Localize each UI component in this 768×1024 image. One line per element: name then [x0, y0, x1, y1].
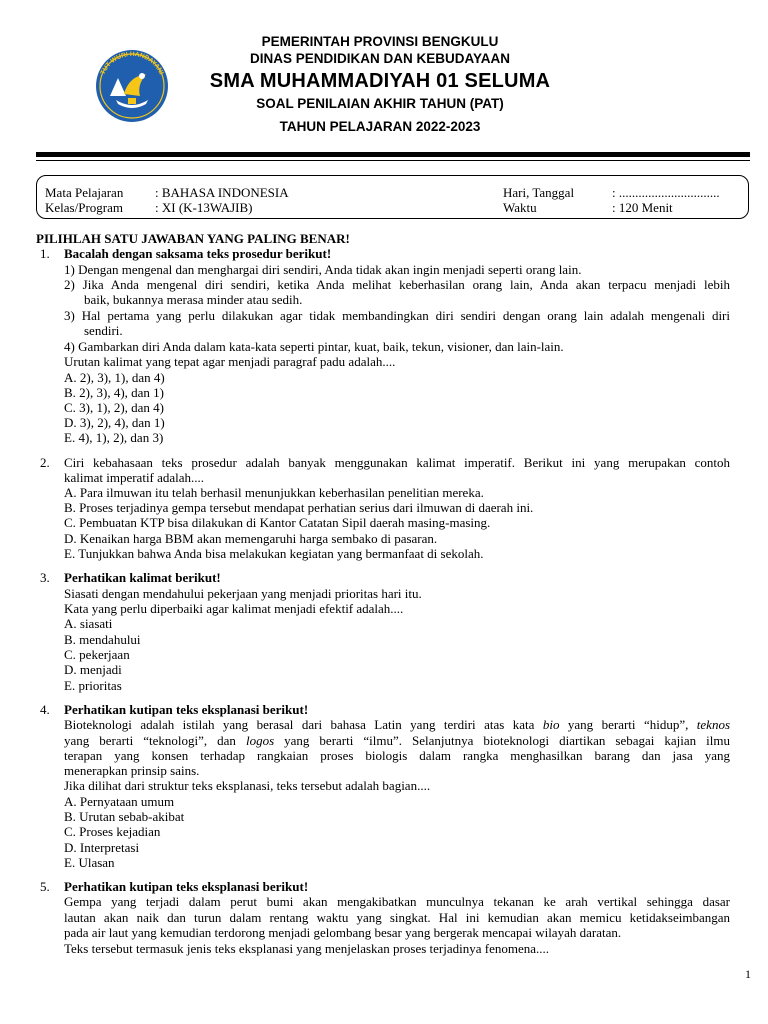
q2-option-d: D. Kenaikan harga BBM akan memengaruhi harga sembako di pasaran. — [64, 531, 438, 546]
q5-title: Perhatikan kutipan teks eksplanasi berikut! — [64, 879, 309, 894]
svg-text:TUT WURI HANDAYANI: TUT WURI HANDAYANI — [99, 50, 165, 76]
q4-passage-line-4: menerapkan prinsip sains. — [64, 763, 200, 778]
q4-title: Perhatikan kutipan teks eksplanasi berikut! — [64, 702, 309, 717]
q4-passage-line-2: yang berarti “teknologi”, dan logos yang berarti “ilmu”. Selanjutnya bioteknologi diartikan sebagai kajian ilmu — [64, 733, 731, 748]
q4-option-a: A. Pernyataan umum — [64, 794, 175, 809]
q2-stem: Ciri kebahasaan teks prosedur adalah banyak menggunakan kalimat imperatif. Berikut ini yang merupakan contoh — [64, 455, 730, 470]
q2-number: 2. — [40, 455, 50, 470]
province-heading: PEMERINTAH PROVINSI BENGKULU — [261, 34, 499, 49]
q2-option-e: E. Tunjukkan bahwa Anda bisa melakukan kegiatan yang bermanfaat di sekolah. — [64, 546, 484, 561]
q4-number: 4. — [40, 702, 50, 717]
q4-option-c: C. Proses kejadian — [64, 824, 161, 839]
q1-option-d: D. 3), 2), 4), dan 1) — [64, 415, 165, 430]
date-label: Hari, Tanggal — [503, 185, 575, 200]
q5-passage-line-3: pada air laut yang kemudian terdorong menjadi gelombang besar yang bergerak mencapai wilayah daratan. — [64, 925, 622, 940]
date-value: : ............................... — [612, 185, 720, 200]
q1-sentence-3-cont: sendiri. — [84, 323, 123, 338]
q5-stem: Teks tersebut termasuk jenis teks eksplanasi yang menjelaskan proses terjadinya fenomena.... — [64, 941, 549, 956]
subject-value: : BAHASA INDONESIA — [155, 185, 289, 200]
q3-stem: Kata yang perlu diperbaiki agar kalimat menjadi efektif adalah.... — [64, 601, 404, 616]
q3-option-e: E. prioritas — [64, 678, 122, 693]
exam-title: SOAL PENILAIAN AKHIR TAHUN (PAT) — [256, 96, 504, 111]
q1-sentence-4: 4) Gambarkan diri Anda dalam kata-kata seperti pintar, kuat, baik, tekun, visioner, dan lain-lain. — [64, 339, 564, 354]
instruction-heading: PILIHLAH SATU JAWABAN YANG PALING BENAR! — [36, 231, 350, 246]
q1-option-c: C. 3), 1), 2), dan 4) — [64, 400, 165, 415]
q2-option-b: B. Proses terjadinya gempa tersebut mendapat perhatian serius dari ilmuwan di daerah ini. — [64, 500, 534, 515]
q5-passage-line-2: lautan akan naik dan turun dalam rentang waktu yang singkat. Hal ini kemudian akan memicu ketidakseimbangan — [64, 910, 730, 925]
q1-title: Bacalah dengan saksama teks prosedur berikut! — [64, 246, 332, 261]
q1-sentence-2-cont: baik, bukannya merasa minder atau sedih. — [84, 292, 303, 307]
q2-option-c: C. Pembuatan KTP bisa dilakukan di Kantor Catatan Sipil daerah masing-masing. — [64, 515, 491, 530]
header-divider-thick — [36, 152, 750, 157]
q4-option-b: B. Urutan sebab-akibat — [64, 809, 185, 824]
q5-number: 5. — [40, 879, 50, 894]
subject-label: Mata Pelajaran — [45, 185, 124, 200]
class-label: Kelas/Program — [45, 200, 123, 215]
q1-stem: Urutan kalimat yang tepat agar menjadi paragraf padu adalah.... — [64, 354, 396, 369]
q1-option-b: B. 2), 3), 4), dan 1) — [64, 385, 165, 400]
q3-option-d: D. menjadi — [64, 662, 122, 677]
q4-option-e: E. Ulasan — [64, 855, 115, 870]
q4-option-d: D. Interpretasi — [64, 840, 140, 855]
q1-number: 1. — [40, 246, 50, 261]
page-number: 1 — [745, 967, 751, 981]
q2-option-a: A. Para ilmuwan itu telah berhasil menunjukkan keberhasilan penelitian mereka. — [64, 485, 484, 500]
q3-option-b: B. mendahului — [64, 632, 141, 647]
header-divider-thin — [36, 160, 750, 161]
q3-number: 3. — [40, 570, 50, 585]
q4-stem: Jika dilihat dari struktur teks eksplanasi, teks tersebut adalah bagian.... — [64, 778, 431, 793]
q1-sentence-1: 1) Dengan mengenal dan menghargai diri sendiri, Anda tidak akan ingin menjadi seperti orang lain. — [64, 262, 582, 277]
q4-passage-line-1: Bioteknologi adalah istilah yang berasal dari bahasa Latin yang terdiri atas kata bio yang berarti “hidup”, teknos — [64, 717, 731, 732]
q3-sentence: Siasati dengan mendahului pekerjaan yang menjadi prioritas hari itu. — [64, 586, 422, 601]
time-value: : 120 Menit — [612, 200, 673, 215]
academic-year: TAHUN PELAJARAN 2022-2023 — [279, 119, 481, 134]
agency-heading: DINAS PENDIDIKAN DAN KEBUDAYAAN — [249, 51, 511, 66]
q3-title: Perhatikan kalimat berikut! — [64, 570, 221, 585]
q1-option-e: E. 4), 1), 2), dan 3) — [64, 430, 164, 445]
q4-passage-line-3: terapan yang konsen terhadap rangkaian proses biologis dalam rangka menghasilkan barang dan jasa yang — [64, 748, 730, 763]
class-value: : XI (K-13WAJIB) — [155, 200, 253, 215]
time-label: Waktu — [503, 200, 537, 215]
q5-passage-line-1: Gempa yang terjadi dalam perut bumi akan mengakibatkan munculnya tekanan ke arah vertikal sehingga dasar — [64, 894, 730, 909]
q3-option-c: C. pekerjaan — [64, 647, 130, 662]
q1-option-a: A. 2), 3), 1), dan 4) — [64, 370, 165, 385]
q1-sentence-3: 3) Hal pertama yang perlu dilakukan agar tidak membandingkan diri sendiri dengan orang lain adalah mengenali diri — [64, 308, 730, 323]
q1-sentence-2: 2) Jika Anda mengenal diri sendiri, ketika Anda melihat keberhasilan orang lain, Anda akan terpacu menjadi lebih — [64, 277, 730, 292]
q2-stem-cont: kalimat imperatif adalah.... — [64, 470, 205, 485]
school-name: SMA MUHAMMADIYAH 01 SELUMA — [209, 70, 551, 92]
q3-option-a: A. siasati — [64, 616, 113, 631]
